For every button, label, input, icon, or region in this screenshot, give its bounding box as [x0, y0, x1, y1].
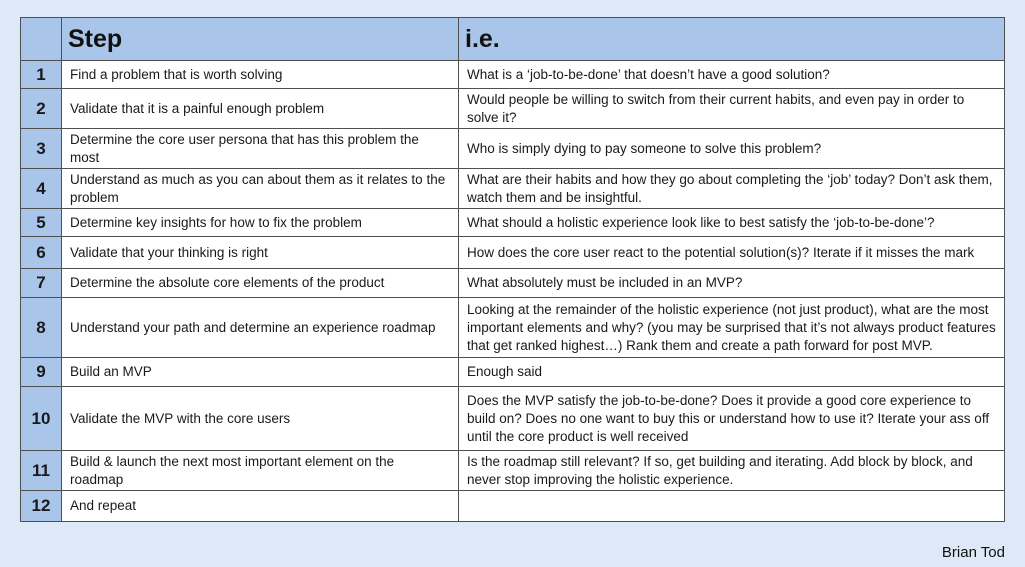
ie-cell: How does the core user react to the potential solution(s)? Iterate if it misses the mark [459, 237, 1005, 269]
row-number: 9 [21, 358, 62, 387]
row-number: 10 [21, 387, 62, 451]
ie-cell: Would people be willing to switch from their current habits, and even pay in order to solve it? [459, 89, 1005, 129]
header-step: Step [62, 18, 459, 61]
ie-cell: What absolutely must be included in an MVP? [459, 269, 1005, 298]
ie-cell: Enough said [459, 358, 1005, 387]
step-cell: Build an MVP [62, 358, 459, 387]
ie-cell: Looking at the remainder of the holistic experience (not just product), what are the most important elements and why? (you may be surprised that it’s not always product features that get ranked highest…) Rank them and create a path forward for post MVP. [459, 298, 1005, 358]
row-number: 6 [21, 237, 62, 269]
step-cell: Determine the absolute core elements of the product [62, 269, 459, 298]
row-number: 3 [21, 129, 62, 169]
table-row [21, 358, 1005, 387]
step-cell: Find a problem that is worth solving [62, 61, 459, 89]
step-cell: Validate the MVP with the core users [62, 387, 459, 451]
header-row [21, 18, 1005, 61]
step-cell: Determine key insights for how to fix the problem [62, 209, 459, 237]
step-cell: Determine the core user persona that has this problem the most [62, 129, 459, 169]
table-row [21, 491, 1005, 522]
row-number: 4 [21, 169, 62, 209]
ie-cell: Who is simply dying to pay someone to solve this problem? [459, 129, 1005, 169]
table-row [21, 61, 1005, 89]
table-row [21, 237, 1005, 269]
row-number: 12 [21, 491, 62, 522]
table-row [21, 298, 1005, 358]
step-cell: Understand as much as you can about them as it relates to the problem [62, 169, 459, 209]
ie-cell: What is a ‘job-to-be-done’ that doesn’t have a good solution? [459, 61, 1005, 89]
ie-cell [459, 491, 1005, 522]
table-row [21, 89, 1005, 129]
row-number: 2 [21, 89, 62, 129]
row-number: 1 [21, 61, 62, 89]
step-cell: Validate that it is a painful enough problem [62, 89, 459, 129]
row-number: 5 [21, 209, 62, 237]
table-row [21, 169, 1005, 209]
ie-cell: What should a holistic experience look like to best satisfy the ‘job-to-be-done’? [459, 209, 1005, 237]
table-row [21, 451, 1005, 491]
step-cell: Validate that your thinking is right [62, 237, 459, 269]
steps-table [20, 17, 1005, 522]
table-row [21, 387, 1005, 451]
header-ie: i.e. [459, 18, 1005, 61]
header-num-cell [21, 18, 62, 61]
ie-cell: What are their habits and how they go about completing the ‘job’ today? Don’t ask them, watch them and be insightful. [459, 169, 1005, 209]
table-row [21, 269, 1005, 298]
row-number: 11 [21, 451, 62, 491]
ie-cell: Is the roadmap still relevant? If so, get building and iterating. Add block by block, and never stop improving the holistic experience. [459, 451, 1005, 491]
step-cell: And repeat [62, 491, 459, 522]
step-cell: Build & launch the next most important element on the roadmap [62, 451, 459, 491]
row-number: 8 [21, 298, 62, 358]
step-cell: Understand your path and determine an experience roadmap [62, 298, 459, 358]
table-row [21, 129, 1005, 169]
row-number: 7 [21, 269, 62, 298]
table-row [21, 209, 1005, 237]
author-credit: Brian Tod [941, 544, 1005, 561]
ie-cell: Does the MVP satisfy the job-to-be-done? Does it provide a good core experience to build on? Does no one want to buy this or understand how to use it? Iterate your ass off until the core product is well received [459, 387, 1005, 451]
